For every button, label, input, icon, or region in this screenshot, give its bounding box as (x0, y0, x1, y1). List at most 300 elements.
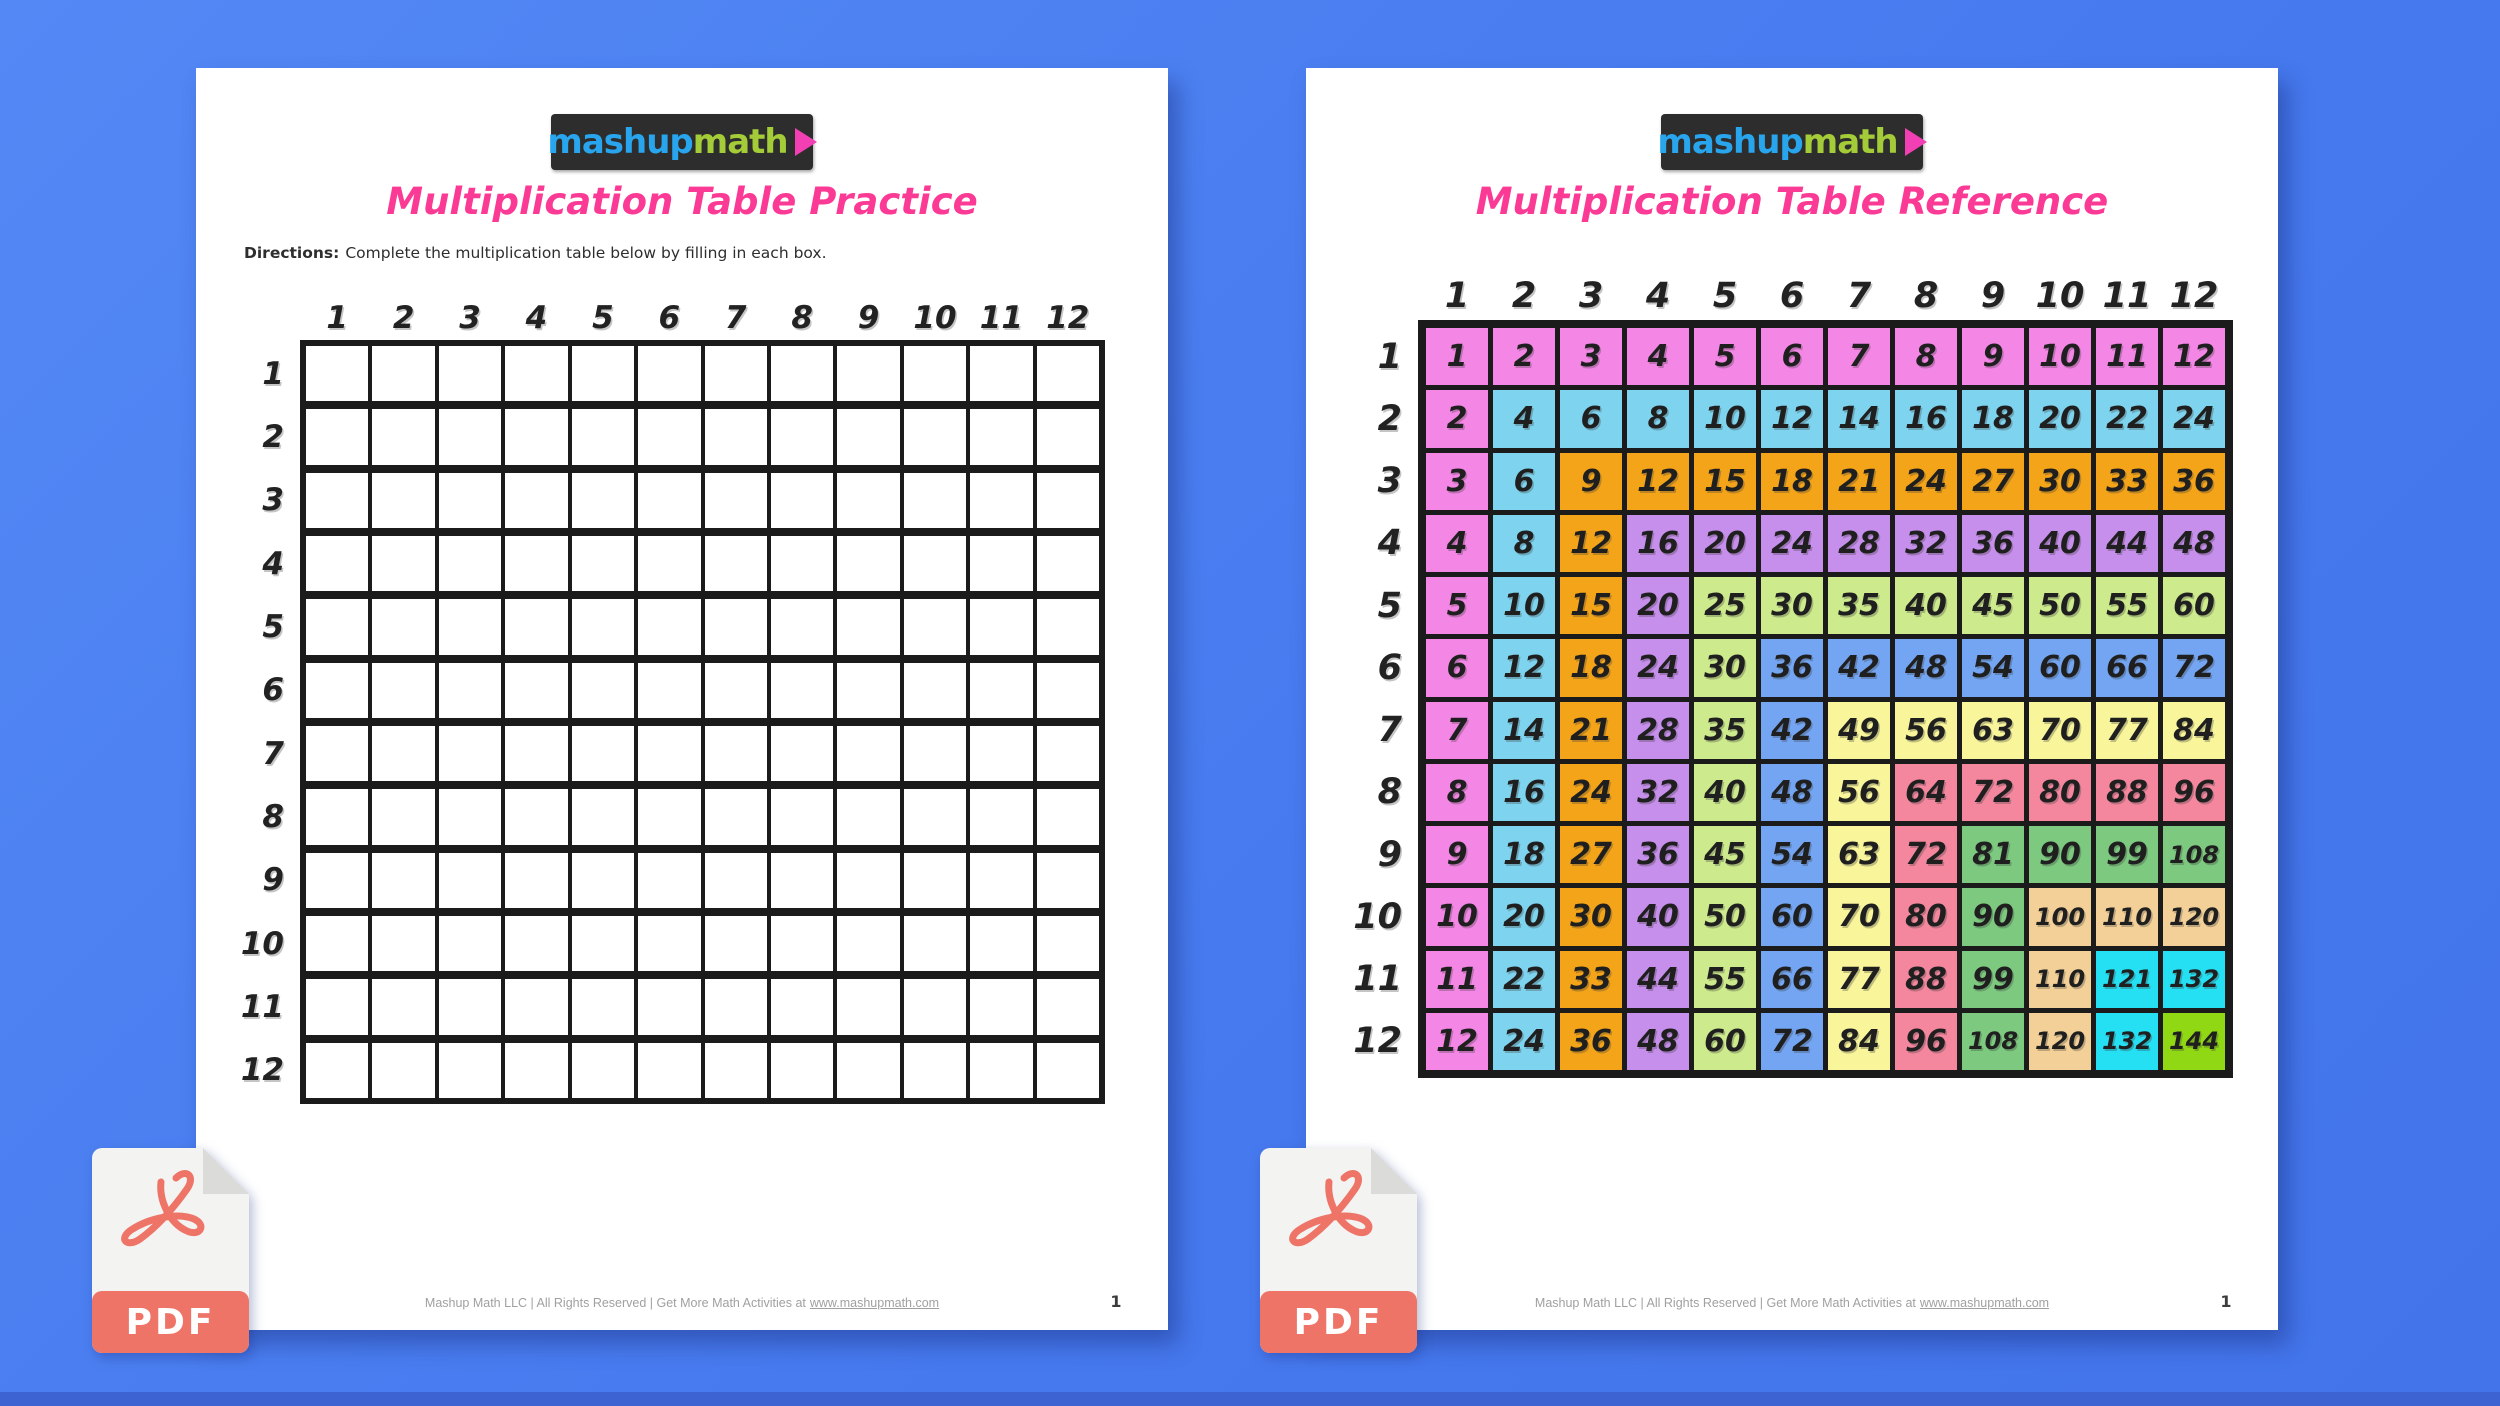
reference-cell-4x1: 4 (1426, 515, 1488, 572)
practice-cell-3x7 (705, 473, 767, 528)
reference-cell-6x8: 48 (1895, 639, 1957, 696)
practice-row-header-2: 2 (262, 418, 284, 455)
reference-page-number: 1 (2220, 1292, 2232, 1311)
practice-col-header-6: 6 (658, 300, 681, 336)
reference-row-header-3: 3 (1377, 461, 1402, 502)
reference-cell-5x3: 15 (1560, 577, 1622, 634)
practice-cell-1x4 (505, 346, 567, 401)
directions-label: Directions: (244, 244, 340, 262)
reference-cell-12x11: 132 (2096, 1013, 2158, 1070)
practice-cell-2x11 (970, 409, 1032, 464)
reference-cell-12x12: 144 (2163, 1013, 2225, 1070)
reference-cell-1x6: 6 (1761, 328, 1823, 385)
practice-cell-5x4 (505, 599, 567, 654)
reference-cell-3x9: 27 (1962, 453, 2024, 510)
practice-cell-8x3 (439, 789, 501, 844)
reference-cell-10x8: 80 (1895, 888, 1957, 945)
practice-cell-10x2 (372, 916, 434, 971)
reference-cell-4x9: 36 (1962, 515, 2024, 572)
practice-cell-12x4 (505, 1043, 567, 1098)
reference-cell-8x10: 80 (2029, 764, 2091, 821)
practice-cell-6x4 (505, 663, 567, 718)
practice-cell-6x11 (970, 663, 1032, 718)
reference-row-header-8: 8 (1377, 772, 1402, 813)
practice-row-header-1: 1 (262, 355, 284, 392)
practice-col-header-4: 4 (525, 300, 548, 336)
reference-row-header-5: 5 (1377, 585, 1402, 626)
reference-cell-9x5: 45 (1694, 826, 1756, 883)
pdf-label: PDF (125, 1301, 216, 1343)
reference-cell-6x6: 36 (1761, 639, 1823, 696)
practice-cell-5x7 (705, 599, 767, 654)
practice-cell-10x6 (638, 916, 700, 971)
practice-cell-10x5 (572, 916, 634, 971)
practice-cell-9x2 (372, 853, 434, 908)
reference-cell-1x10: 10 (2029, 328, 2091, 385)
practice-cell-8x8 (771, 789, 833, 844)
practice-row-header-8: 8 (262, 798, 284, 835)
reference-cell-5x12: 60 (2163, 577, 2225, 634)
reference-cell-8x5: 40 (1694, 764, 1756, 821)
practice-cell-2x6 (638, 409, 700, 464)
reference-cell-7x1: 7 (1426, 702, 1488, 759)
reference-cell-10x5: 50 (1694, 888, 1756, 945)
reference-cell-3x12: 36 (2163, 453, 2225, 510)
practice-cell-11x10 (904, 979, 966, 1034)
practice-cell-3x8 (771, 473, 833, 528)
reference-cell-1x12: 12 (2163, 328, 2225, 385)
practice-cell-6x8 (771, 663, 833, 718)
reference-col-header-1: 1 (1444, 276, 1470, 316)
reference-cell-9x8: 72 (1895, 826, 1957, 883)
practice-col-header-12: 12 (1046, 300, 1090, 336)
practice-cell-8x10 (904, 789, 966, 844)
practice-grid (300, 340, 1105, 1104)
reference-cell-8x11: 88 (2096, 764, 2158, 821)
practice-cell-5x3 (439, 599, 501, 654)
reference-col-header-11: 11 (2102, 276, 2152, 316)
practice-footer (196, 1296, 1168, 1310)
practice-cell-2x9 (837, 409, 899, 464)
practice-cell-9x4 (505, 853, 567, 908)
practice-row-header-7: 7 (262, 735, 284, 772)
practice-cell-3x1 (306, 473, 368, 528)
reference-cell-5x7: 35 (1828, 577, 1890, 634)
reference-cell-2x4: 8 (1627, 390, 1689, 447)
reference-col-header-8: 8 (1913, 276, 1939, 316)
practice-cell-8x11 (970, 789, 1032, 844)
reference-cell-5x8: 40 (1895, 577, 1957, 634)
reference-row-header-6: 6 (1377, 647, 1402, 688)
practice-cell-3x10 (904, 473, 966, 528)
practice-cell-9x5 (572, 853, 634, 908)
practice-cell-8x9 (837, 789, 899, 844)
reference-cell-9x1: 9 (1426, 826, 1488, 883)
practice-cell-3x11 (970, 473, 1032, 528)
reference-cell-4x6: 24 (1761, 515, 1823, 572)
mashupmath-logo (547, 114, 813, 170)
practice-cell-7x3 (439, 726, 501, 781)
practice-cell-7x9 (837, 726, 899, 781)
acrobat-ribbon-icon (110, 1162, 230, 1282)
reference-cell-4x10: 40 (2029, 515, 2091, 572)
reference-cell-2x5: 10 (1694, 390, 1756, 447)
practice-cell-5x9 (837, 599, 899, 654)
reference-col-header-7: 7 (1846, 276, 1872, 316)
practice-cell-5x5 (572, 599, 634, 654)
reference-cell-2x6: 12 (1761, 390, 1823, 447)
reference-cell-10x4: 40 (1627, 888, 1689, 945)
reference-cell-7x12: 84 (2163, 702, 2225, 759)
practice-cell-12x2 (372, 1043, 434, 1098)
reference-col-header-6: 6 (1779, 276, 1805, 316)
reference-cell-3x2: 6 (1493, 453, 1555, 510)
practice-cell-7x1 (306, 726, 368, 781)
practice-row-header-3: 3 (262, 482, 284, 519)
reference-col-header-9: 9 (1980, 276, 2006, 316)
reference-cell-11x9: 99 (1962, 951, 2024, 1008)
reference-cell-9x6: 54 (1761, 826, 1823, 883)
reference-cell-8x12: 96 (2163, 764, 2225, 821)
practice-cell-4x9 (837, 536, 899, 591)
reference-cell-3x8: 24 (1895, 453, 1957, 510)
reference-cell-11x11: 121 (2096, 951, 2158, 1008)
reference-cell-9x2: 18 (1493, 826, 1555, 883)
reference-cell-6x4: 24 (1627, 639, 1689, 696)
reference-cell-11x5: 55 (1694, 951, 1756, 1008)
practice-cell-12x7 (705, 1043, 767, 1098)
reference-col-header-4: 4 (1645, 276, 1671, 316)
reference-cell-1x1: 1 (1426, 328, 1488, 385)
reference-cell-12x3: 36 (1560, 1013, 1622, 1070)
reference-cell-7x6: 42 (1761, 702, 1823, 759)
practice-cell-9x9 (837, 853, 899, 908)
reference-cell-11x6: 66 (1761, 951, 1823, 1008)
practice-cell-11x4 (505, 979, 567, 1034)
practice-cell-5x1 (306, 599, 368, 654)
practice-col-header-11: 11 (979, 300, 1023, 336)
practice-row-header-12: 12 (240, 1052, 284, 1089)
reference-cell-6x7: 42 (1828, 639, 1890, 696)
reference-column-headers (1418, 260, 2233, 316)
practice-cell-7x12 (1037, 726, 1099, 781)
reference-cell-12x10: 120 (2029, 1013, 2091, 1070)
reference-cell-2x12: 24 (2163, 390, 2225, 447)
practice-cell-8x1 (306, 789, 368, 844)
reference-cell-11x3: 33 (1560, 951, 1622, 1008)
practice-cell-4x10 (904, 536, 966, 591)
reference-cell-1x2: 2 (1493, 328, 1555, 385)
practice-row-header-10: 10 (240, 925, 284, 962)
practice-cell-12x6 (638, 1043, 700, 1098)
practice-row-header-5: 5 (262, 608, 284, 645)
footer-text: Mashup Math LLC | All Rights Reserved | Get More Math Activities at (424, 1296, 806, 1310)
reference-cell-7x7: 49 (1828, 702, 1890, 759)
reference-cell-6x1: 6 (1426, 639, 1488, 696)
practice-cell-9x6 (638, 853, 700, 908)
practice-cell-5x6 (638, 599, 700, 654)
reference-cell-1x8: 8 (1895, 328, 1957, 385)
practice-cell-8x2 (372, 789, 434, 844)
practice-cell-8x4 (505, 789, 567, 844)
practice-cell-6x7 (705, 663, 767, 718)
reference-cell-5x6: 30 (1761, 577, 1823, 634)
reference-cell-12x2: 24 (1493, 1013, 1555, 1070)
practice-cell-9x7 (705, 853, 767, 908)
reference-cell-9x9: 81 (1962, 826, 2024, 883)
practice-cell-4x8 (771, 536, 833, 591)
practice-cell-9x3 (439, 853, 501, 908)
reference-cell-7x11: 77 (2096, 702, 2158, 759)
practice-cell-6x1 (306, 663, 368, 718)
reference-cell-7x2: 14 (1493, 702, 1555, 759)
reference-cell-4x11: 44 (2096, 515, 2158, 572)
reference-cell-4x8: 32 (1895, 515, 1957, 572)
practice-cell-5x8 (771, 599, 833, 654)
reference-cell-10x10: 100 (2029, 888, 2091, 945)
footer-link[interactable]: www.mashupmath.com (809, 1296, 940, 1310)
practice-cell-9x8 (771, 853, 833, 908)
reference-col-header-5: 5 (1712, 276, 1738, 316)
reference-cell-2x1: 2 (1426, 390, 1488, 447)
reference-cell-4x4: 16 (1627, 515, 1689, 572)
reference-cell-12x4: 48 (1627, 1013, 1689, 1070)
reference-cell-2x9: 18 (1962, 390, 2024, 447)
practice-col-header-5: 5 (592, 300, 614, 336)
practice-cell-11x2 (372, 979, 434, 1034)
reference-cell-1x4: 4 (1627, 328, 1689, 385)
reference-cell-3x10: 30 (2029, 453, 2091, 510)
footer-text: Mashup Math LLC | All Rights Reserved | Get More Math Activities at (1534, 1296, 1916, 1310)
reference-cell-10x12: 120 (2163, 888, 2225, 945)
reference-cell-6x3: 18 (1560, 639, 1622, 696)
reference-cell-8x8: 64 (1895, 764, 1957, 821)
reference-cell-12x8: 96 (1895, 1013, 1957, 1070)
pdf-label-band (92, 1291, 249, 1353)
reference-row-headers (1320, 320, 1410, 1078)
reference-cell-5x11: 55 (2096, 577, 2158, 634)
practice-page-number: 1 (1110, 1292, 1122, 1311)
reference-cell-12x1: 12 (1426, 1013, 1488, 1070)
reference-cell-3x5: 15 (1694, 453, 1756, 510)
practice-row-header-6: 6 (262, 672, 284, 709)
reference-cell-8x3: 24 (1560, 764, 1622, 821)
practice-cell-2x2 (372, 409, 434, 464)
practice-cell-12x9 (837, 1043, 899, 1098)
practice-cell-3x3 (439, 473, 501, 528)
reference-cell-5x1: 5 (1426, 577, 1488, 634)
reference-cell-3x7: 21 (1828, 453, 1890, 510)
reference-cell-7x10: 70 (2029, 702, 2091, 759)
practice-cell-1x11 (970, 346, 1032, 401)
reference-col-header-10: 10 (2035, 276, 2085, 316)
reference-cell-10x2: 20 (1493, 888, 1555, 945)
mashupmath-logo (1657, 114, 1923, 170)
reference-cell-11x8: 88 (1895, 951, 1957, 1008)
reference-cell-6x5: 30 (1694, 639, 1756, 696)
practice-cell-2x1 (306, 409, 368, 464)
practice-cell-12x12 (1037, 1043, 1099, 1098)
reference-cell-6x9: 54 (1962, 639, 2024, 696)
reference-cell-2x10: 20 (2029, 390, 2091, 447)
directions-body: Complete the multiplication table below by filling in each box. (345, 244, 827, 262)
reference-cell-8x4: 32 (1627, 764, 1689, 821)
footer-link[interactable]: www.mashupmath.com (1919, 1296, 2050, 1310)
practice-col-header-3: 3 (459, 300, 481, 336)
practice-cell-11x8 (771, 979, 833, 1034)
practice-cell-9x11 (970, 853, 1032, 908)
reference-cell-11x4: 44 (1627, 951, 1689, 1008)
pdf-file-icon[interactable] (1260, 1148, 1417, 1353)
practice-cell-1x5 (572, 346, 634, 401)
practice-page-title: Multiplication Table Practice (386, 180, 978, 223)
practice-cell-12x11 (970, 1043, 1032, 1098)
reference-cell-10x9: 90 (1962, 888, 2024, 945)
directions-text (244, 244, 1124, 262)
practice-cell-4x6 (638, 536, 700, 591)
reference-cell-3x3: 9 (1560, 453, 1622, 510)
logo-text-mashup: mashup (547, 122, 693, 162)
logo-text-math: math (692, 122, 788, 162)
reference-cell-4x5: 20 (1694, 515, 1756, 572)
reference-col-header-3: 3 (1578, 276, 1604, 316)
reference-cell-4x3: 12 (1560, 515, 1622, 572)
reference-row-header-2: 2 (1377, 398, 1402, 439)
reference-cell-8x1: 8 (1426, 764, 1488, 821)
reference-cell-7x4: 28 (1627, 702, 1689, 759)
reference-cell-4x2: 8 (1493, 515, 1555, 572)
reference-cell-10x1: 10 (1426, 888, 1488, 945)
pdf-label-band (1260, 1291, 1417, 1353)
practice-cell-5x12 (1037, 599, 1099, 654)
practice-cell-2x10 (904, 409, 966, 464)
reference-cell-8x2: 16 (1493, 764, 1555, 821)
reference-row-header-9: 9 (1377, 834, 1402, 875)
practice-cell-2x7 (705, 409, 767, 464)
practice-cell-6x9 (837, 663, 899, 718)
practice-cell-11x9 (837, 979, 899, 1034)
practice-cell-3x9 (837, 473, 899, 528)
practice-cell-3x4 (505, 473, 567, 528)
reference-cell-11x12: 132 (2163, 951, 2225, 1008)
practice-cell-10x7 (705, 916, 767, 971)
reference-col-header-12: 12 (2169, 276, 2219, 316)
reference-cell-11x2: 22 (1493, 951, 1555, 1008)
reference-cell-2x7: 14 (1828, 390, 1890, 447)
reference-cell-5x9: 45 (1962, 577, 2024, 634)
practice-cell-10x1 (306, 916, 368, 971)
practice-cell-1x7 (705, 346, 767, 401)
practice-col-header-2: 2 (392, 300, 415, 336)
reference-cell-2x2: 4 (1493, 390, 1555, 447)
practice-cell-6x3 (439, 663, 501, 718)
reference-row-header-12: 12 (1353, 1021, 1402, 1062)
reference-cell-7x5: 35 (1694, 702, 1756, 759)
practice-cell-10x3 (439, 916, 501, 971)
reference-cell-3x6: 18 (1761, 453, 1823, 510)
reference-cell-9x4: 36 (1627, 826, 1689, 883)
reference-cell-12x5: 60 (1694, 1013, 1756, 1070)
reference-footer (1306, 1296, 2278, 1310)
reference-row-header-10: 10 (1353, 896, 1402, 937)
practice-cell-10x12 (1037, 916, 1099, 971)
reference-cell-2x3: 6 (1560, 390, 1622, 447)
practice-cell-2x8 (771, 409, 833, 464)
reference-cell-3x11: 33 (2096, 453, 2158, 510)
practice-cell-4x5 (572, 536, 634, 591)
reference-cell-10x3: 30 (1560, 888, 1622, 945)
practice-cell-1x10 (904, 346, 966, 401)
reference-cell-5x4: 20 (1627, 577, 1689, 634)
reference-cell-9x7: 63 (1828, 826, 1890, 883)
practice-cell-3x12 (1037, 473, 1099, 528)
practice-cell-6x6 (638, 663, 700, 718)
practice-col-header-8: 8 (791, 300, 813, 336)
pdf-file-icon[interactable] (92, 1148, 249, 1353)
practice-col-header-1: 1 (326, 300, 348, 336)
practice-cell-1x8 (771, 346, 833, 401)
reference-cell-9x3: 27 (1560, 826, 1622, 883)
practice-cell-8x6 (638, 789, 700, 844)
practice-cell-12x5 (572, 1043, 634, 1098)
logo-text-mashup: mashup (1657, 122, 1803, 162)
logo-text-math: math (1802, 122, 1898, 162)
practice-cell-7x8 (771, 726, 833, 781)
bottom-edge-bar (0, 1392, 2500, 1406)
reference-cell-12x7: 84 (1828, 1013, 1890, 1070)
practice-cell-2x4 (505, 409, 567, 464)
practice-cell-11x3 (439, 979, 501, 1034)
practice-cell-11x7 (705, 979, 767, 1034)
practice-cell-1x12 (1037, 346, 1099, 401)
practice-col-header-7: 7 (724, 300, 747, 336)
reference-cell-1x3: 3 (1560, 328, 1622, 385)
practice-cell-1x9 (837, 346, 899, 401)
reference-cell-12x9: 108 (1962, 1013, 2024, 1070)
reference-cell-5x10: 50 (2029, 577, 2091, 634)
practice-col-header-10: 10 (913, 300, 957, 336)
practice-cell-2x5 (572, 409, 634, 464)
reference-cell-7x9: 63 (1962, 702, 2024, 759)
reference-cell-6x10: 60 (2029, 639, 2091, 696)
play-triangle-icon (795, 128, 817, 156)
practice-row-header-4: 4 (262, 545, 284, 582)
practice-cell-8x7 (705, 789, 767, 844)
reference-cell-1x9: 9 (1962, 328, 2024, 385)
reference-cell-5x5: 25 (1694, 577, 1756, 634)
practice-cell-9x10 (904, 853, 966, 908)
practice-row-header-11: 11 (240, 988, 284, 1025)
practice-cell-11x11 (970, 979, 1032, 1034)
practice-cell-7x10 (904, 726, 966, 781)
reference-cell-7x3: 21 (1560, 702, 1622, 759)
practice-cell-4x3 (439, 536, 501, 591)
practice-cell-1x3 (439, 346, 501, 401)
reference-cell-2x8: 16 (1895, 390, 1957, 447)
reference-cell-7x8: 56 (1895, 702, 1957, 759)
reference-cell-4x12: 48 (2163, 515, 2225, 572)
practice-worksheet-page (196, 68, 1168, 1330)
reference-cell-11x10: 110 (2029, 951, 2091, 1008)
practice-cell-11x5 (572, 979, 634, 1034)
practice-cell-5x11 (970, 599, 1032, 654)
reference-cell-9x12: 108 (2163, 826, 2225, 883)
acrobat-ribbon-icon (1278, 1162, 1398, 1282)
practice-cell-7x7 (705, 726, 767, 781)
reference-col-header-2: 2 (1511, 276, 1537, 316)
reference-grid (1418, 320, 2233, 1078)
practice-cell-1x2 (372, 346, 434, 401)
